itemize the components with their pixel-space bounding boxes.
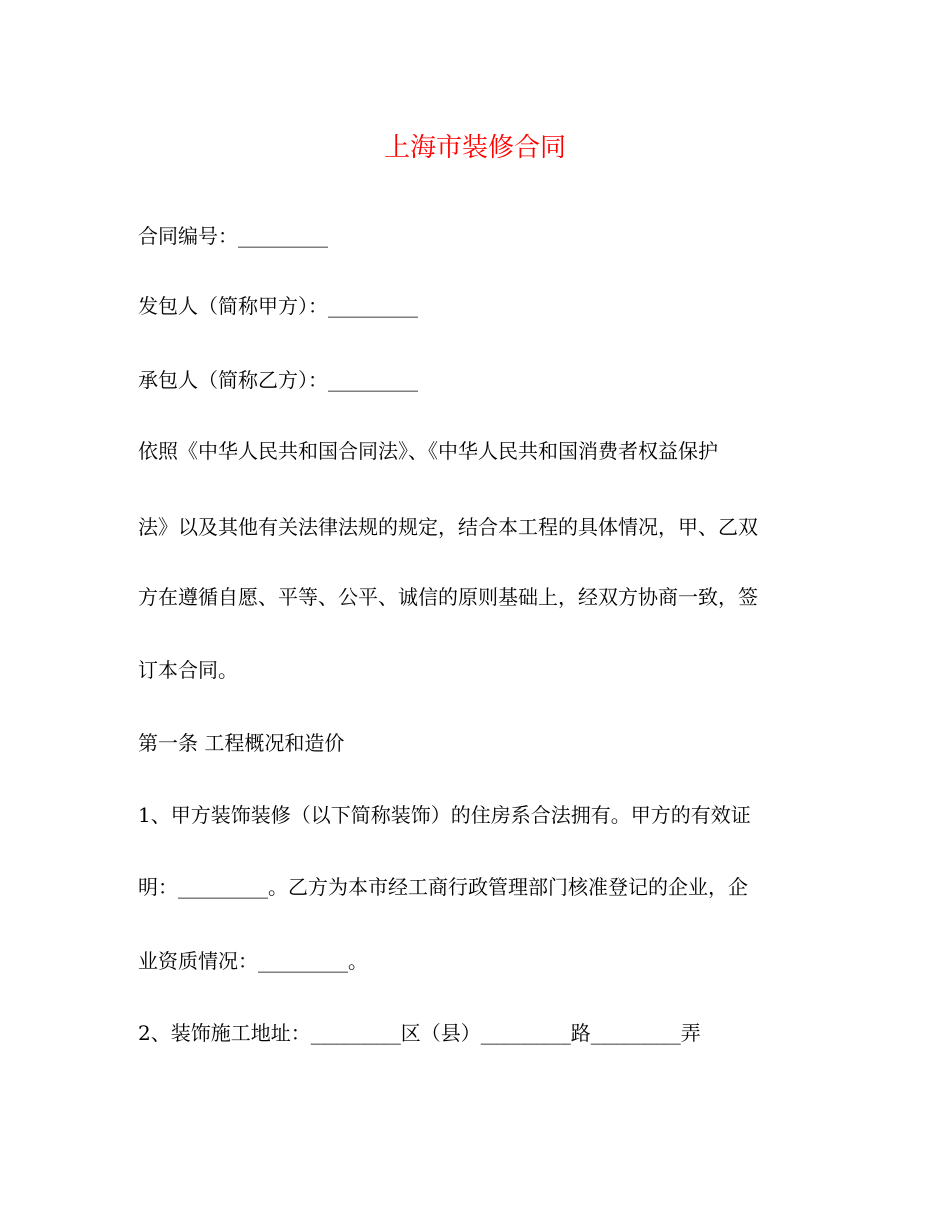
preamble-line-2: 法》以及其他有关法律法规的规定，结合本工程的具体情况，甲、乙双 — [138, 515, 758, 539]
preamble-line-4: 订本合同。 — [138, 658, 238, 682]
preamble-line-1: 依照《中华人民共和国合同法》、《中华人民共和国消费者权益保护 — [138, 439, 718, 463]
clause-2-line-1: 2、装饰施工地址：_________区（县）_________路_________弄 — [138, 1021, 701, 1045]
clause-1-line-2: 明：_________。乙方为本市经工商行政管理部门核准登记的企业，企 — [138, 875, 748, 899]
clause-1-line-1: 1、甲方装饰装修（以下简称装饰）的住房系合法拥有。甲方的有效证 — [138, 803, 751, 827]
preamble-line-3: 方在遵循自愿、平等、公平、诚信的原则基础上，经双方协商一致，签 — [138, 585, 758, 609]
clause-1-line-3: 业资质情况：_________。 — [138, 949, 368, 973]
document-title: 上海市装修合同 — [383, 133, 566, 163]
party-b-line: 承包人（简称乙方）：_________ — [138, 368, 418, 392]
article-one-heading: 第一条 工程概况和造价 — [138, 731, 345, 755]
party-a-line: 发包人（简称甲方）：_________ — [138, 294, 418, 318]
contract-number-line: 合同编号：_________ — [138, 224, 328, 248]
